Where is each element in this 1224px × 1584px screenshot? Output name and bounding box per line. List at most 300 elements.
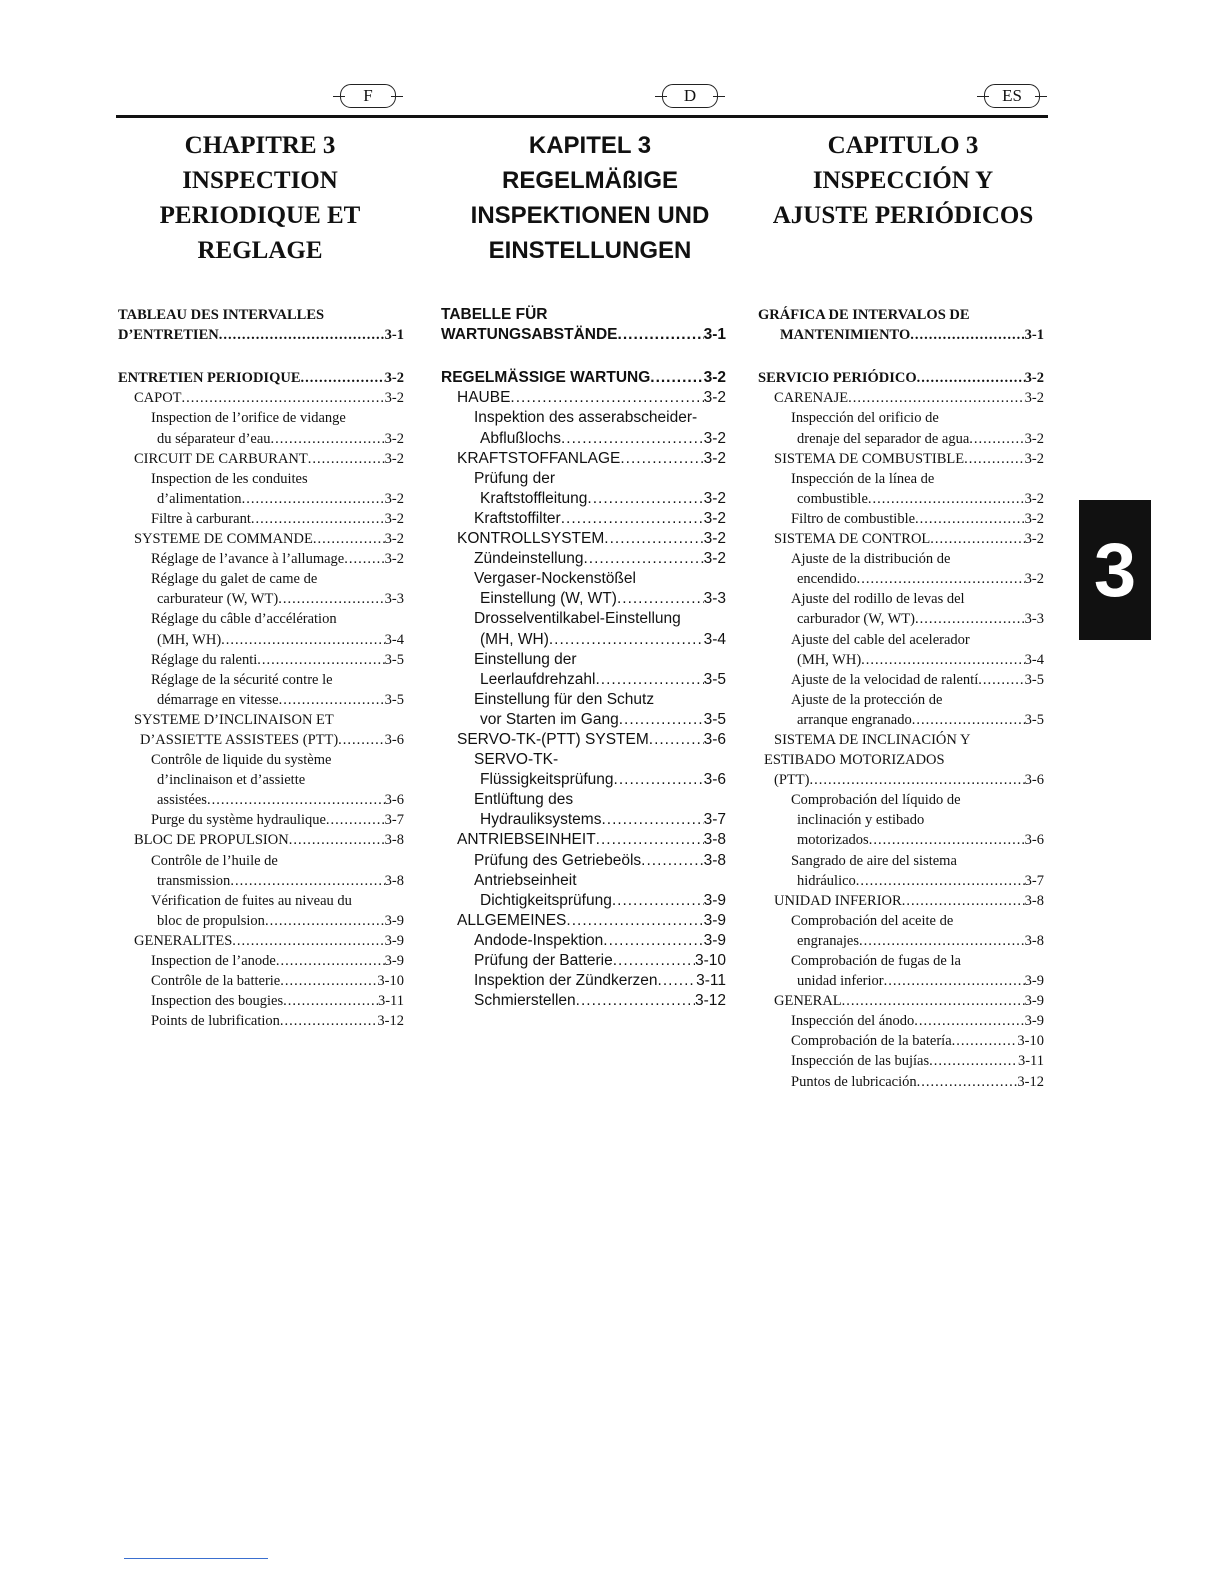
toc-dot-leader <box>910 327 1024 344</box>
toc-dot-leader <box>219 327 385 344</box>
chapter-heading-es <box>758 128 1048 233</box>
toc-entry[interactable] <box>441 930 726 950</box>
toc-dot-leader <box>313 531 385 548</box>
toc-entry[interactable] <box>441 608 726 628</box>
toc-page-number: 3-1 <box>703 326 726 344</box>
toc-entry[interactable] <box>118 407 404 427</box>
toc-dot-leader <box>561 510 704 528</box>
toc-page-number: 3-2 <box>384 551 404 568</box>
toc-entry-title: Entlüftung des <box>474 791 574 809</box>
chapter-heading-de-line: REGELMÄßIGE <box>501 167 678 194</box>
toc-entry[interactable] <box>441 749 726 769</box>
toc-entry[interactable] <box>441 689 726 709</box>
toc-entry[interactable] <box>758 910 1044 930</box>
toc-entry[interactable] <box>441 729 726 749</box>
toc-entry[interactable] <box>441 628 726 648</box>
toc-entry[interactable] <box>758 990 1044 1010</box>
toc-page-number: 3-2 <box>703 429 726 447</box>
toc-dot-leader <box>952 1033 1018 1050</box>
toc-page-number: 3-5 <box>703 670 726 688</box>
toc-entry-title: Drosselventilkabel-Einstellung <box>474 610 681 628</box>
toc-dot-leader <box>587 490 703 508</box>
toc-entry-title: SISTEMA DE CONTROL <box>774 531 931 548</box>
toc-entry-title: Hydrauliksystems <box>480 811 602 829</box>
toc-entry[interactable] <box>758 809 1044 829</box>
toc-entry[interactable] <box>758 508 1044 528</box>
toc-entry-title: D’ENTRETIEN <box>118 327 219 344</box>
chapter-heading-fr-line: INSPECTION <box>182 167 338 194</box>
toc-entry[interactable] <box>441 407 726 427</box>
toc-entry-title: Contrôle de l’huile de <box>151 852 278 869</box>
toc-entry-title: Leerlaufdrehzahl <box>480 670 596 688</box>
toc-entry-title: (MH, WH) <box>797 651 862 668</box>
toc-dot-leader <box>278 591 384 608</box>
toc-entry[interactable] <box>118 990 404 1010</box>
toc-dot-leader <box>207 792 385 809</box>
toc-entry-title: (MH, WH) <box>157 631 222 648</box>
toc-entry[interactable] <box>118 608 404 628</box>
toc-entry[interactable] <box>441 588 726 608</box>
toc-entry-title: Filtro de combustible <box>791 510 916 527</box>
toc-dot-leader <box>969 431 1024 448</box>
toc-entry-title: vor Starten im Gang <box>480 710 619 728</box>
toc-entry[interactable] <box>758 608 1044 628</box>
toc-entry[interactable] <box>441 709 726 729</box>
toc-page-number: 3-8 <box>703 831 726 849</box>
chapter-heading-fr <box>116 128 404 268</box>
toc-entry[interactable] <box>441 427 726 447</box>
toc-entry[interactable] <box>441 304 726 324</box>
toc-dot-leader <box>595 671 703 689</box>
toc-page-number: 3-8 <box>1024 932 1044 949</box>
toc-entry-title: inclinación y estibado <box>797 812 925 829</box>
toc-entry[interactable] <box>441 950 726 970</box>
toc-entry-title: D’ASSIETTE ASSISTEES (PTT) <box>140 731 339 748</box>
toc-dot-leader <box>869 832 1025 849</box>
toc-entry-title: engranajes <box>797 932 859 949</box>
toc-entry[interactable] <box>118 649 404 669</box>
toc-entry[interactable] <box>758 870 1044 890</box>
toc-entry-title: Ajuste de la distribución de <box>791 551 951 568</box>
toc-entry-title: Antriebseinheit <box>474 871 577 889</box>
toc-dot-leader <box>265 913 385 930</box>
toc-entry[interactable] <box>758 1010 1044 1030</box>
header-rule <box>116 115 1048 118</box>
chapter-tab-number: 3 <box>1093 527 1137 613</box>
toc-dot-leader <box>603 932 703 950</box>
toc-entry-title: Réglage du ralenti <box>151 651 258 668</box>
toc-page-number: 3-5 <box>384 651 404 668</box>
toc-entry[interactable] <box>118 468 404 488</box>
toc-entry-title: CAPOT <box>134 390 182 407</box>
toc-entry[interactable] <box>758 729 1044 749</box>
toc-page-number: 3-9 <box>384 932 404 949</box>
toc-entry-title: unidad inferior <box>797 973 884 990</box>
toc-entry[interactable] <box>758 304 1044 324</box>
toc-entry-title: Contrôle de la batterie <box>151 973 281 990</box>
toc-entry-title: Ajuste del cable del acelerador <box>791 631 970 648</box>
toc-page-number: 3-2 <box>384 430 404 447</box>
toc-page-number: 3-2 <box>1024 531 1044 548</box>
toc-dot-leader <box>613 952 695 970</box>
toc-entry[interactable] <box>758 568 1044 588</box>
toc-gap <box>441 344 726 367</box>
chapter-tab <box>1079 500 1151 640</box>
toc-dot-leader <box>289 832 385 849</box>
toc-entry[interactable] <box>118 1010 404 1030</box>
toc-entry-title: Comprobación del aceite de <box>791 912 954 929</box>
toc-entry[interactable] <box>441 324 726 344</box>
toc-page-number: 3-4 <box>703 630 726 648</box>
toc-entry[interactable] <box>118 789 404 809</box>
toc-entry-title: CIRCUIT DE CARBURANT <box>134 450 308 467</box>
toc-entry[interactable] <box>441 669 726 689</box>
toc-page-number: 3-1 <box>1024 327 1044 344</box>
toc-dot-leader <box>182 390 385 407</box>
toc-entry-title: Schmierstellen <box>474 992 576 1010</box>
toc-dot-leader <box>283 993 378 1010</box>
toc-page-number: 3-9 <box>384 912 404 929</box>
toc-entry[interactable] <box>758 709 1044 729</box>
toc-entry-title: Vergaser-Nockenstößel <box>474 570 636 588</box>
toc-entry[interactable] <box>118 950 404 970</box>
toc-entry-title: UNIDAD INFERIOR <box>774 892 902 909</box>
toc-entry[interactable] <box>758 749 1044 769</box>
toc-entry[interactable] <box>118 448 404 468</box>
toc-page-number: 3-6 <box>384 731 404 748</box>
toc-entry[interactable] <box>758 1070 1044 1090</box>
toc-entry-title: Comprobación de fugas de la <box>791 953 961 969</box>
language-badge-de-label: D <box>683 86 697 105</box>
toc-page-number: 3-2 <box>703 530 726 548</box>
toc-entry-title: (MH, WH) <box>480 630 549 648</box>
toc-entry[interactable] <box>758 468 1044 488</box>
toc-dot-leader <box>612 892 704 910</box>
toc-dot-leader <box>614 771 704 789</box>
toc-dot-leader <box>842 993 1025 1010</box>
toc-entry[interactable] <box>118 508 404 528</box>
toc-entry[interactable] <box>118 548 404 568</box>
toc-entry[interactable] <box>118 588 404 608</box>
toc-page-number: 3-11 <box>696 972 726 990</box>
toc-dot-leader <box>620 450 703 468</box>
toc-entry[interactable] <box>118 849 404 869</box>
toc-dot-leader <box>964 451 1025 468</box>
toc-entry[interactable] <box>118 427 404 447</box>
toc-dot-leader <box>583 550 703 568</box>
toc-entry[interactable] <box>118 304 404 324</box>
toc-page-number: 3-2 <box>384 510 404 527</box>
chapter-heading-de-line: INSPEKTIONEN UND <box>470 202 710 229</box>
toc-dot-leader <box>929 1053 1018 1070</box>
toc-dot-leader <box>856 873 1025 890</box>
toc-entry[interactable] <box>758 689 1044 709</box>
toc-entry[interactable] <box>441 809 726 829</box>
toc-entry[interactable] <box>118 829 404 849</box>
toc-entry-title: GRÁFICA DE INTERVALOS DE <box>758 307 970 324</box>
toc-entry[interactable] <box>758 890 1044 910</box>
toc-dot-leader <box>221 632 384 649</box>
language-badge-de <box>662 84 718 108</box>
toc-entry[interactable] <box>441 508 726 528</box>
toc-dot-leader <box>232 933 384 950</box>
chapter-heading-de-line: EINSTELLUNGEN <box>488 237 692 264</box>
toc-entry-title: carburador (W, WT) <box>797 611 915 628</box>
toc-entry-title: Kraftstoffilter <box>474 509 561 527</box>
toc-entry-title: ESTIBADO MOTORIZADOS <box>764 752 945 769</box>
toc-dot-leader <box>861 652 1024 669</box>
toc-dot-leader <box>650 369 703 387</box>
toc-entry[interactable] <box>441 870 726 890</box>
toc-page-number: 3-9 <box>384 953 404 969</box>
toc-dot-leader <box>596 831 704 849</box>
toc-entry-title: arranque engranado <box>797 711 912 728</box>
chapter-heading-es-line: INSPECCIÓN Y <box>812 167 994 194</box>
toc-page-number: 3-10 <box>377 973 404 990</box>
toc-entry[interactable] <box>118 367 404 387</box>
toc-entry[interactable] <box>118 628 404 648</box>
toc-entry[interactable] <box>441 649 726 669</box>
toc-entry-title: du séparateur d’eau <box>157 430 271 447</box>
language-badge-fr <box>340 84 396 108</box>
toc-page-number: 3-8 <box>384 832 404 849</box>
toc-entry[interactable] <box>441 849 726 869</box>
toc-entry[interactable] <box>758 427 1044 447</box>
toc-entry[interactable] <box>758 448 1044 468</box>
toc-entry[interactable] <box>118 709 404 729</box>
toc-dot-leader <box>930 531 1024 548</box>
toc-entry[interactable] <box>758 1050 1044 1070</box>
toc-page-number: 3-8 <box>703 851 726 869</box>
toc-dot-leader <box>641 852 703 870</box>
chapter-heading-fr-line: PERIODIQUE ET <box>159 202 361 229</box>
toc-entry[interactable] <box>441 528 726 548</box>
toc-entry-title: Abflußlochs <box>480 429 561 447</box>
toc-entry[interactable] <box>441 910 726 930</box>
toc-dot-leader <box>280 1013 378 1030</box>
toc-entry-title: SYSTEME D’INCLINAISON ET <box>134 711 334 728</box>
toc-page-number: 3-2 <box>384 531 404 548</box>
toc-entry[interactable] <box>758 407 1044 427</box>
toc-page-number: 3-2 <box>703 509 726 527</box>
toc-dot-leader <box>326 812 385 829</box>
toc-page-number: 3-10 <box>694 952 726 969</box>
toc-entry[interactable] <box>758 829 1044 849</box>
toc-page-number: 3-9 <box>703 931 726 949</box>
language-badge-fr-label: F <box>363 86 373 105</box>
toc-entry-title: Inspection de l’anode <box>151 953 276 969</box>
toc-dot-leader <box>279 692 385 709</box>
toc-entry[interactable] <box>758 950 1044 970</box>
toc-dot-leader <box>649 731 704 749</box>
toc-entry[interactable] <box>758 769 1044 789</box>
toc-entry-title: Ajuste de la velocidad de ralentí <box>791 671 979 688</box>
toc-entry-title: HAUBE <box>457 389 511 407</box>
toc-entry[interactable] <box>758 1030 1044 1050</box>
toc-page-number: 3-12 <box>694 992 726 1010</box>
toc-entry[interactable] <box>758 588 1044 608</box>
toc-entry[interactable] <box>758 324 1044 344</box>
toc-entry[interactable] <box>441 990 726 1010</box>
toc-entry-title: Puntos de lubricación <box>791 1073 917 1090</box>
toc-entry-title: transmission <box>157 872 231 889</box>
toc-page-number: 3-2 <box>384 450 404 467</box>
toc-page-number: 3-2 <box>384 390 404 407</box>
toc-entry-title: GENERAL <box>774 993 842 1010</box>
toc-entry[interactable] <box>441 488 726 508</box>
toc-page-number: 3-2 <box>1024 571 1044 588</box>
toc-dot-leader <box>619 711 704 729</box>
toc-entry[interactable] <box>441 548 726 568</box>
toc-page-number: 3-2 <box>703 489 726 507</box>
toc-dot-leader <box>809 772 1024 789</box>
toc-entry-title: MANTENIMIENTO <box>780 327 911 344</box>
toc-page-number: 3-11 <box>1017 1053 1044 1070</box>
toc-page-number: 3-5 <box>384 691 404 708</box>
toc-page-number: 3-6 <box>1024 832 1044 849</box>
toc-page-number: 3-8 <box>384 872 404 889</box>
toc-page-number: 3-2 <box>703 369 726 387</box>
toc-dot-leader <box>617 590 704 608</box>
toc-entry-title: TABLEAU DES INTERVALLES <box>118 307 325 324</box>
toc-entry[interactable] <box>758 387 1044 407</box>
toc-entry[interactable] <box>758 970 1044 990</box>
toc-page-number: 3-7 <box>703 811 726 829</box>
toc-entry-title: SERVICIO PERIÓDICO <box>758 370 917 387</box>
toc-entry[interactable] <box>758 488 1044 508</box>
toc-page-number: 3-2 <box>1024 490 1044 507</box>
toc-dot-leader <box>242 491 385 508</box>
toc-dot-leader <box>510 389 703 407</box>
toc-gap <box>758 344 1044 367</box>
toc-entry-title: Vérification de fuites au niveau du <box>151 892 352 909</box>
toc-entry[interactable] <box>758 849 1044 869</box>
toc-entry-title: REGELMÄSSIGE WARTUNG <box>441 369 651 387</box>
toc-entry[interactable] <box>118 910 404 930</box>
toc-entry-title: Flüssigkeitsprüfung <box>480 771 614 789</box>
toc-entry[interactable] <box>118 689 404 709</box>
toc-dot-leader <box>859 933 1025 950</box>
toc-page-number: 3-2 <box>703 389 726 407</box>
toc-entry-title: Inspection de l’orifice de vidange <box>151 410 346 427</box>
toc-entry[interactable] <box>441 970 726 990</box>
toc-entry[interactable] <box>118 387 404 407</box>
toc-entry[interactable] <box>758 669 1044 689</box>
toc-entry-title: KRAFTSTOFFANLAGE <box>457 449 621 467</box>
toc-entry[interactable] <box>441 769 726 789</box>
toc-page-number: 3-9 <box>1024 973 1044 990</box>
toc-entry-title: combustible <box>797 490 868 507</box>
toc-dot-leader <box>566 912 703 930</box>
toc-entry-title: Inspección del ánodo <box>791 1013 915 1030</box>
toc-page-number: 3-2 <box>703 449 726 467</box>
toc-entry-title: Purge du système hydraulique <box>151 812 326 829</box>
toc-page-number: 3-12 <box>1017 1073 1044 1090</box>
toc-page-number: 3-2 <box>1024 450 1044 467</box>
toc-entry-title: SERVO-TK-(PTT) SYSTEM <box>457 730 649 748</box>
toc-de <box>441 304 726 1010</box>
toc-entry-title: Réglage de l’avance à l’allumage <box>151 551 345 568</box>
toc-page-number: 3-9 <box>703 911 726 929</box>
toc-entry[interactable] <box>758 649 1044 669</box>
toc-dot-leader <box>301 370 385 387</box>
toc-entry[interactable] <box>118 528 404 548</box>
toc-page-number: 3-6 <box>1024 772 1044 789</box>
toc-entry[interactable] <box>441 789 726 809</box>
toc-entry[interactable] <box>441 448 726 468</box>
toc-entry[interactable] <box>118 729 404 749</box>
toc-entry-title: Inspektion des asserabscheider- <box>474 409 698 427</box>
toc-entry[interactable] <box>758 528 1044 548</box>
toc-entry[interactable] <box>118 769 404 789</box>
toc-entry[interactable] <box>118 749 404 769</box>
toc-entry[interactable] <box>118 870 404 890</box>
toc-entry-title: WARTUNGSABSTÄNDE <box>441 326 618 344</box>
toc-entry[interactable] <box>118 324 404 344</box>
toc-page-number: 3-6 <box>703 771 726 789</box>
toc-entry[interactable] <box>758 930 1044 950</box>
toc-entry-title: KONTROLLSYSTEM <box>457 530 605 548</box>
toc-entry[interactable] <box>118 970 404 990</box>
toc-dot-leader <box>848 390 1025 407</box>
toc-entry[interactable] <box>441 568 726 588</box>
toc-dot-leader <box>276 953 385 970</box>
toc-entry[interactable] <box>758 628 1044 648</box>
toc-entry[interactable] <box>118 488 404 508</box>
toc-dot-leader <box>857 571 1025 588</box>
toc-entry[interactable] <box>441 829 726 849</box>
toc-entry[interactable] <box>118 930 404 950</box>
toc-dot-leader <box>915 611 1025 628</box>
toc-entry[interactable] <box>758 789 1044 809</box>
toc-entry-title: Einstellung der <box>474 650 577 668</box>
toc-entry[interactable] <box>758 548 1044 568</box>
toc-entry-title: SERVO-TK- <box>474 751 559 769</box>
toc-dot-leader <box>308 451 385 468</box>
toc-entry[interactable] <box>118 890 404 910</box>
toc-entry[interactable] <box>118 568 404 588</box>
toc-page-number: 3-12 <box>377 1013 404 1030</box>
toc-entry[interactable] <box>441 387 726 407</box>
chapter-heading-fr-line: CHAPITRE 3 <box>184 132 336 159</box>
toc-dot-leader <box>658 972 697 990</box>
toc-entry-title: Contrôle de liquide du système <box>151 752 332 769</box>
chapter-heading-fr-line: REGLAGE <box>197 237 323 264</box>
toc-dot-leader <box>561 430 704 448</box>
toc-entry-title: bloc de propulsion <box>157 912 265 929</box>
toc-dot-leader <box>230 873 384 890</box>
toc-entry-title: Einstellung (W, WT) <box>480 590 617 608</box>
toc-entry[interactable] <box>441 367 726 387</box>
toc-entry-title: SISTEMA DE INCLINACIÓN Y <box>774 731 971 748</box>
toc-dot-leader <box>912 712 1025 729</box>
toc-page-number: 3-6 <box>703 730 726 748</box>
toc-entry[interactable] <box>758 367 1044 387</box>
toc-entry[interactable] <box>118 669 404 689</box>
toc-entry-title: Ajuste de la protección de <box>791 691 943 708</box>
toc-entry-title: démarrage en vitesse <box>157 691 279 708</box>
toc-dot-leader <box>914 1013 1024 1030</box>
toc-page-number: 3-3 <box>1024 611 1044 628</box>
toc-entry-title: GENERALITES <box>134 932 233 949</box>
toc-entry[interactable] <box>441 468 726 488</box>
toc-entry[interactable] <box>118 809 404 829</box>
toc-dot-leader <box>915 511 1025 528</box>
toc-dot-leader <box>257 652 384 669</box>
toc-entry-title: Réglage de la sécurité contre le <box>151 671 333 688</box>
toc-dot-leader <box>618 326 704 344</box>
toc-entry[interactable] <box>441 890 726 910</box>
